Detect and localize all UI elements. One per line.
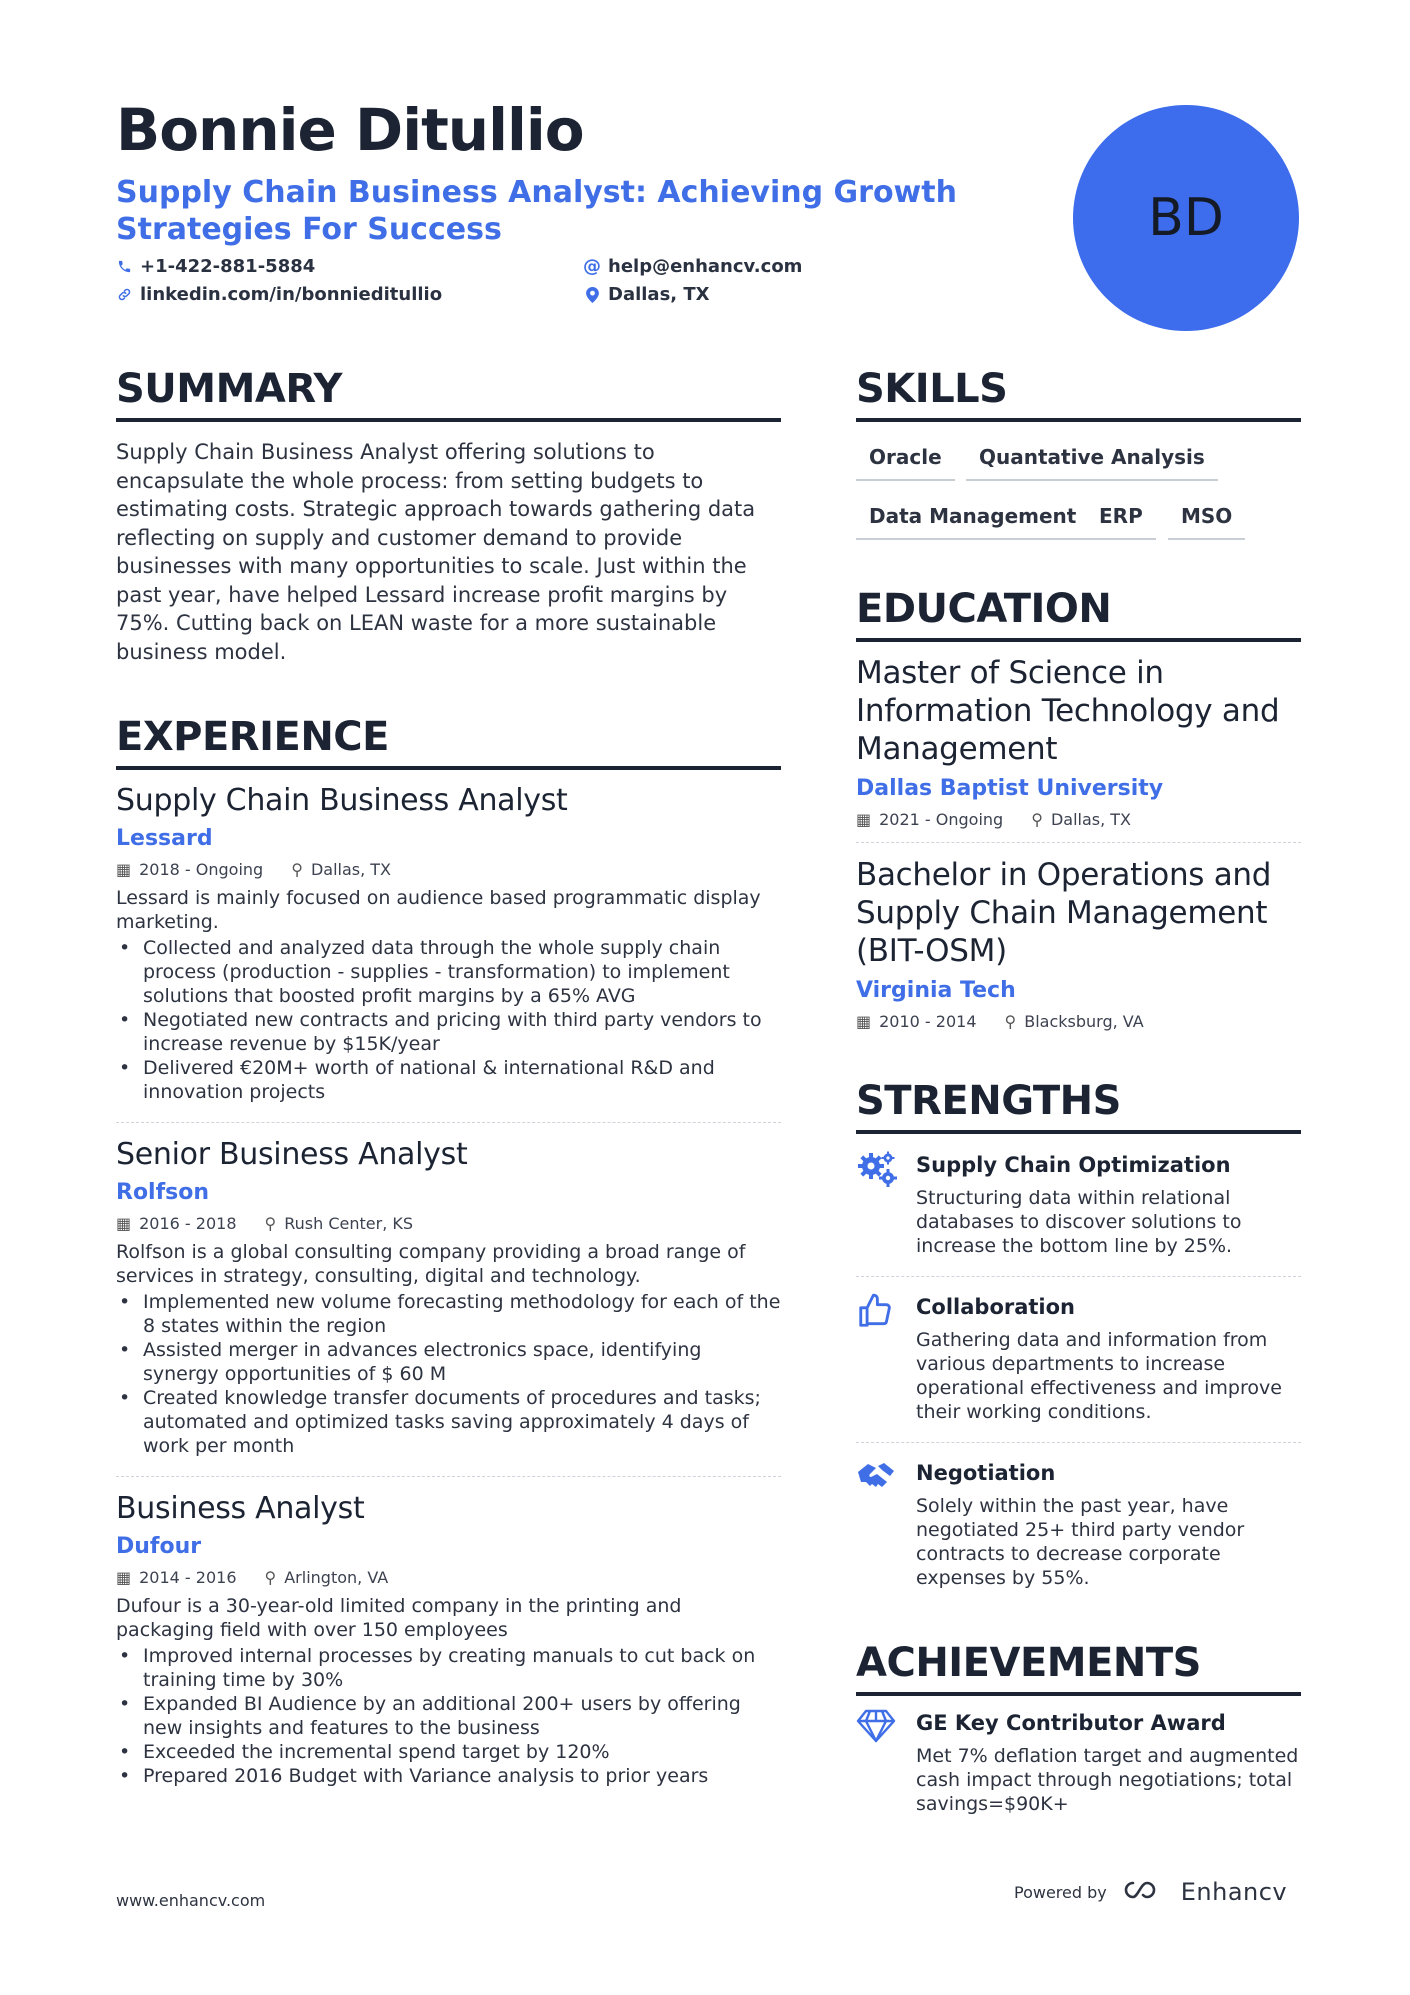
contact-email[interactable] <box>584 256 802 277</box>
handshake-icon <box>856 1458 896 1498</box>
location-pin-icon: ⚲ <box>291 860 303 879</box>
contact-phone[interactable] <box>116 256 315 277</box>
job-company[interactable]: Lessard <box>116 826 213 851</box>
job-bullet: • Delivered €20M+ worth of national & international R&D and innovation projects <box>116 1056 781 1104</box>
avatar-initials: BD <box>1148 188 1224 248</box>
location-pin-icon: ⚲ <box>1031 810 1043 829</box>
calendar-icon: ▦ <box>116 860 132 879</box>
job-dates-text: 2014 - 2016 <box>139 1568 237 1587</box>
job-dates-text: 2018 - Ongoing <box>139 860 264 879</box>
education-heading: EDUCATION <box>856 586 1301 642</box>
achievements-heading: ACHIEVEMENTS <box>856 1640 1301 1696</box>
edu-meta <box>856 808 1301 832</box>
job-title: Business Analyst <box>116 1491 365 1526</box>
job-meta <box>116 1212 781 1236</box>
linkedin-text: linkedin.com/in/bonnieditullio <box>140 284 443 305</box>
contact-linkedin[interactable] <box>116 284 442 305</box>
edu-dates <box>856 1010 977 1034</box>
job-company[interactable]: Dufour <box>116 1534 202 1559</box>
strength-title: Collaboration <box>916 1295 1076 1319</box>
job-location-text: Arlington, VA <box>284 1568 389 1587</box>
job-location <box>265 1566 389 1590</box>
skill-tag: MSO <box>1168 504 1245 540</box>
location-pin-icon: ⚲ <box>1004 1012 1017 1031</box>
calendar-icon: ▦ <box>856 810 872 829</box>
job-bullets <box>116 1290 781 1458</box>
job-location-text: Rush Center, KS <box>284 1214 414 1233</box>
job-entry <box>116 782 781 1104</box>
location-pin-icon <box>584 287 600 303</box>
edu-dates-text: 2021 - Ongoing <box>879 810 1004 829</box>
job-description: Rolfson is a global consulting company providing a broad range of services in strategy, consulting, digital and technology. <box>116 1241 746 1287</box>
job-location-text: Dallas, TX <box>310 860 391 879</box>
job-company[interactable]: Rolfson <box>116 1180 210 1205</box>
email-text: help@enhancv.com <box>608 256 803 277</box>
calendar-icon: ▦ <box>116 1568 132 1587</box>
edu-dates <box>856 808 1003 832</box>
job-description: Lessard is mainly focused on audience based programmatic display marketing. <box>116 887 761 933</box>
job-dates <box>116 858 263 882</box>
thumbs-up-icon <box>856 1292 896 1332</box>
job-bullet: • Negotiated new contracts and pricing with third party vendors to increase revenue by $15K/year <box>116 1008 781 1056</box>
footer-website[interactable]: www.enhancv.com <box>116 1891 266 1910</box>
edu-location-text: Dallas, TX <box>1050 810 1131 829</box>
skills-heading: SKILLS <box>856 366 1301 422</box>
enhancv-logo-icon <box>1121 1878 1167 1906</box>
job-bullet: • Created knowledge transfer documents of procedures and tasks; automated and optimized tasks saving approximately 4 days of work per month <box>116 1386 781 1458</box>
phone-icon <box>116 259 132 274</box>
candidate-headline: Supply Chain Business Analyst: Achieving Growth Strategies For Success <box>116 175 957 247</box>
edu-location-text: Blacksburg, VA <box>1024 1012 1144 1031</box>
strength-title: Negotiation <box>916 1461 1056 1485</box>
job-title: Senior Business Analyst <box>116 1137 468 1172</box>
job-location <box>265 1212 414 1236</box>
diamond-icon <box>856 1708 896 1748</box>
job-description: Dufour is a 30-year-old limited company in the printing and packaging field with over 150 employees <box>116 1595 682 1641</box>
calendar-icon: ▦ <box>116 1214 132 1233</box>
edu-degree: Master of Science in Information Technology and Management <box>856 655 1280 767</box>
achievement-title: GE Key Contributor Award <box>916 1711 1226 1735</box>
edu-location <box>1005 1010 1144 1034</box>
job-bullet: • Expanded BI Audience by an additional 200+ users by offering new insights and features to the business <box>116 1692 781 1740</box>
achievement-description: Met 7% deflation target and augmented cash impact through negotiations; total savings=$90K+ <box>916 1745 1299 1815</box>
job-meta <box>116 858 781 882</box>
job-entry <box>116 1136 781 1458</box>
job-dates <box>116 1212 237 1236</box>
link-icon <box>116 287 132 302</box>
education-entry <box>856 654 1301 832</box>
job-bullet: • Prepared 2016 Budget with Variance analysis to prior years <box>116 1764 781 1788</box>
edu-divider <box>856 842 1301 843</box>
skill-tag: Oracle <box>856 445 955 481</box>
powered-by-text: Powered by <box>1014 1882 1107 1902</box>
edu-dates-text: 2010 - 2014 <box>879 1012 977 1031</box>
calendar-icon: ▦ <box>856 1012 872 1031</box>
strength-item <box>856 1292 1301 1422</box>
edu-location <box>1031 808 1131 832</box>
experience-heading: EXPERIENCE <box>116 714 781 770</box>
job-divider <box>116 1122 781 1123</box>
job-bullet: • Assisted merger in advances electronics space, identifying synergy opportunities of $ 60 M <box>116 1338 781 1386</box>
job-entry <box>116 1490 781 1788</box>
job-bullet: • Improved internal processes by creating manuals to cut back on training time by 30% <box>116 1644 781 1692</box>
skill-tag: Quantative Analysis <box>966 445 1218 481</box>
job-bullet: • Collected and analyzed data through the whole supply chain process (production - supplies - transformation) to implement solutions that boosted profit margins by a 65% AVG <box>116 936 781 1008</box>
strength-title: Supply Chain Optimization <box>916 1153 1231 1177</box>
strength-item <box>856 1458 1301 1589</box>
location-pin-icon: ⚲ <box>264 1214 277 1233</box>
candidate-name: Bonnie Ditullio <box>116 96 584 164</box>
brand-name: Enhancv <box>1180 1878 1288 1906</box>
strength-item <box>856 1150 1301 1260</box>
job-bullets <box>116 936 781 1104</box>
strength-divider <box>856 1442 1301 1443</box>
skill-tag: Data Management <box>856 504 1089 540</box>
education-entry <box>856 856 1301 1034</box>
strength-description: Structuring data within relational databases to discover solutions to increase the bottom line by 25%. <box>916 1187 1242 1257</box>
job-meta <box>116 1566 781 1590</box>
at-icon: @ <box>583 256 601 277</box>
job-bullet: • Implemented new volume forecasting methodology for each of the 8 states within the region <box>116 1290 781 1338</box>
job-bullet: • Exceeded the incremental spend target by 120% <box>116 1740 781 1764</box>
strengths-heading: STRENGTHS <box>856 1078 1301 1134</box>
phone-text: +1-422-881-5884 <box>140 256 316 277</box>
achievement-item <box>856 1708 1301 1818</box>
summary-text: Supply Chain Business Analyst offering solutions to encapsulate the whole process: from setting budgets to estimating costs. Strategic approach towards gathering data reflecting on supply and customer demand to provide businesses with many opportunities to scale. Just within the past year, have helped Lessard increase profit margins by 75%. Cutting back on LEAN waste for a more sustainable business model. <box>116 440 756 664</box>
edu-school[interactable]: Virginia Tech <box>856 978 1016 1003</box>
job-dates <box>116 1566 237 1590</box>
avatar <box>1073 105 1299 331</box>
strength-description: Solely within the past year, have negotiated 25+ third party vendor contracts to decrease corporate expenses by 55%. <box>916 1495 1245 1589</box>
edu-school[interactable]: Dallas Baptist University <box>856 776 1164 801</box>
job-location <box>291 858 391 882</box>
strength-divider <box>856 1276 1301 1277</box>
summary-heading: SUMMARY <box>116 366 781 422</box>
skill-tag: ERP <box>1086 504 1156 540</box>
job-dates-text: 2016 - 2018 <box>139 1214 237 1233</box>
job-bullets <box>116 1644 781 1788</box>
job-title: Supply Chain Business Analyst <box>116 783 568 818</box>
footer-branding[interactable] <box>1014 1878 1287 1906</box>
location-pin-icon: ⚲ <box>264 1568 277 1587</box>
gears-icon <box>856 1150 896 1190</box>
contact-location <box>584 284 710 305</box>
edu-meta <box>856 1010 1301 1034</box>
edu-degree: Bachelor in Operations and Supply Chain Management (BIT-OSM) <box>856 857 1272 969</box>
location-text: Dallas, TX <box>608 284 710 305</box>
strength-description: Gathering data and information from various departments to increase operational effectiveness and improve their working conditions. <box>916 1329 1282 1423</box>
job-divider <box>116 1476 781 1477</box>
